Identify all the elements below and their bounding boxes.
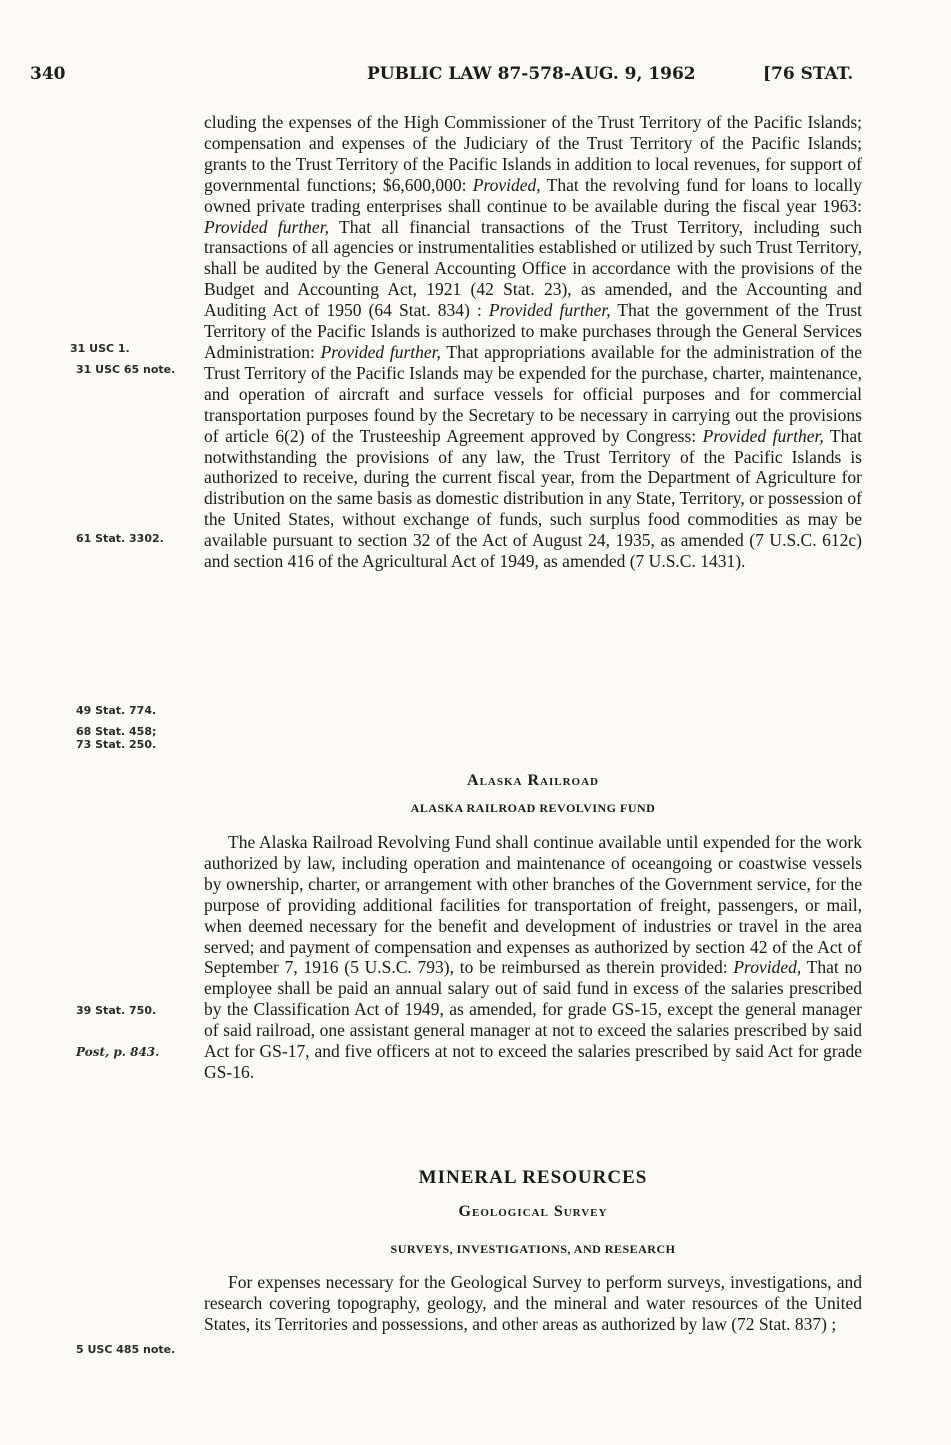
alaska-railroad-paragraph: The Alaska Railroad Revolving Fund shall continue available until expended for the work authorized by law, including operation and maintenance of oceangoing or coastwise vessels by ownership, charter, or arrangement with other branches of the Government service, for the purpose of providing additional facilities for transportation of freight, passengers, or mail, when deemed necessary for the benefit and development of industries or travel in the area served; and payment of compensation and expenses as authorized by section 42 of the Act of September 7, 1916 (5 U.S.C. 793), to be reimbursed as therein provided: Provided, That no employee shall be paid an annual salary out of said fund in excess of the salaries prescribed by the Classification Act of 1949, as amended, for grade GS-15, except the general manager of said railroad, one assistant general manager at not to exceed the salaries prescribed by said Act for GS-17, and five officers at not to exceed the salaries prescribed by said Act for grade GS-16. xyxy=(204,832,862,1082)
margin-note: 31 USC 1. xyxy=(70,342,130,355)
trust-territory-paragraph: cluding the expenses of the High Commissioner of the Trust Territory of the Pacific Islands; compensation and expenses of the Judiciary of the Trust Territory of the Pacific Islands; grants to the Trust Territory of the Pacific Islands in addition to local revenues, for support of governmental functions; $6,600,000: Provided, That the revolving fund for loans to locally owned private trading enterprises shall continue to be available during the fiscal year 1963: Provided further, That all financial transactions of the Trust Territory, including such transactions of all agencies or instrumentalities established or utilized by such Trust Territory, shall be audited by the General Accounting Office in accordance with the provisions of the Budget and Accounting Act, 1921 (42 Stat. 23), as amended, and the Accounting and Auditing Act of 1950 (64 Stat. 834) : Provided further, That the government of the Trust Territory of the Pacific Islands is authorized to make purchases through the General Services Administration: Provided further, That appropriations available for the administration of the Trust Territory of the Pacific Islands may be expended for the purchase, charter, maintenance, and operation of aircraft and surface vessels for official purposes and for commercial transportation purposes found by the Secretary to be necessary in carrying out the provisions of article 6(2) of the Trusteeship Agreement approved by Congress: Provided further, That notwithstanding the provisions of any law, the Trust Territory of the Pacific Islands is authorized to receive, during the current fiscal year, from the Department of Agriculture for distribution on the same basis as domestic distribution in any State, Territory, or possession of the United States, without exchange of funds, such surplus food commodities as may be available pursuant to section 32 of the Act of August 24, 1935, as amended (7 U.S.C. 612c) and section 416 of the Agricultural Act of 1949, as amended (7 U.S.C. 1431). xyxy=(204,112,863,572)
subsection-heading: SURVEYS, INVESTIGATIONS, AND RESEARCH xyxy=(390,1242,676,1256)
margin-note: 39 Stat. 750. xyxy=(76,1004,157,1017)
subsection-heading: Geological Survey xyxy=(458,1203,608,1220)
section-heading: MINERAL RESOURCES xyxy=(418,1167,648,1188)
geological-survey-paragraph: For expenses necessary for the Geological Survey to perform surveys, investigations, and research covering topography, geology, and the mineral and water resources of the United States, its Territories and possessions, and other areas as authorized by law (72 Stat. 837) ; xyxy=(204,1272,862,1334)
volume-reference: [76 STAT. xyxy=(763,64,854,84)
page-number: 340 xyxy=(30,64,66,84)
margin-note: 68 Stat. 458; xyxy=(76,725,157,738)
margin-note: 49 Stat. 774. xyxy=(76,704,157,717)
margin-note: Post, p. 843. xyxy=(76,1045,160,1059)
page-header xyxy=(0,62,951,92)
running-title: PUBLIC LAW 87-578-AUG. 9, 1962 xyxy=(367,64,696,84)
section-heading: Alaska Railroad xyxy=(467,772,599,789)
margin-note: 5 USC 485 note. xyxy=(76,1343,176,1356)
margin-note: 31 USC 65 note. xyxy=(76,363,176,376)
margin-note: 61 Stat. 3302. xyxy=(76,532,164,545)
margin-note: 73 Stat. 250. xyxy=(76,738,157,751)
subsection-heading: ALASKA RAILROAD REVOLVING FUND xyxy=(410,801,656,815)
